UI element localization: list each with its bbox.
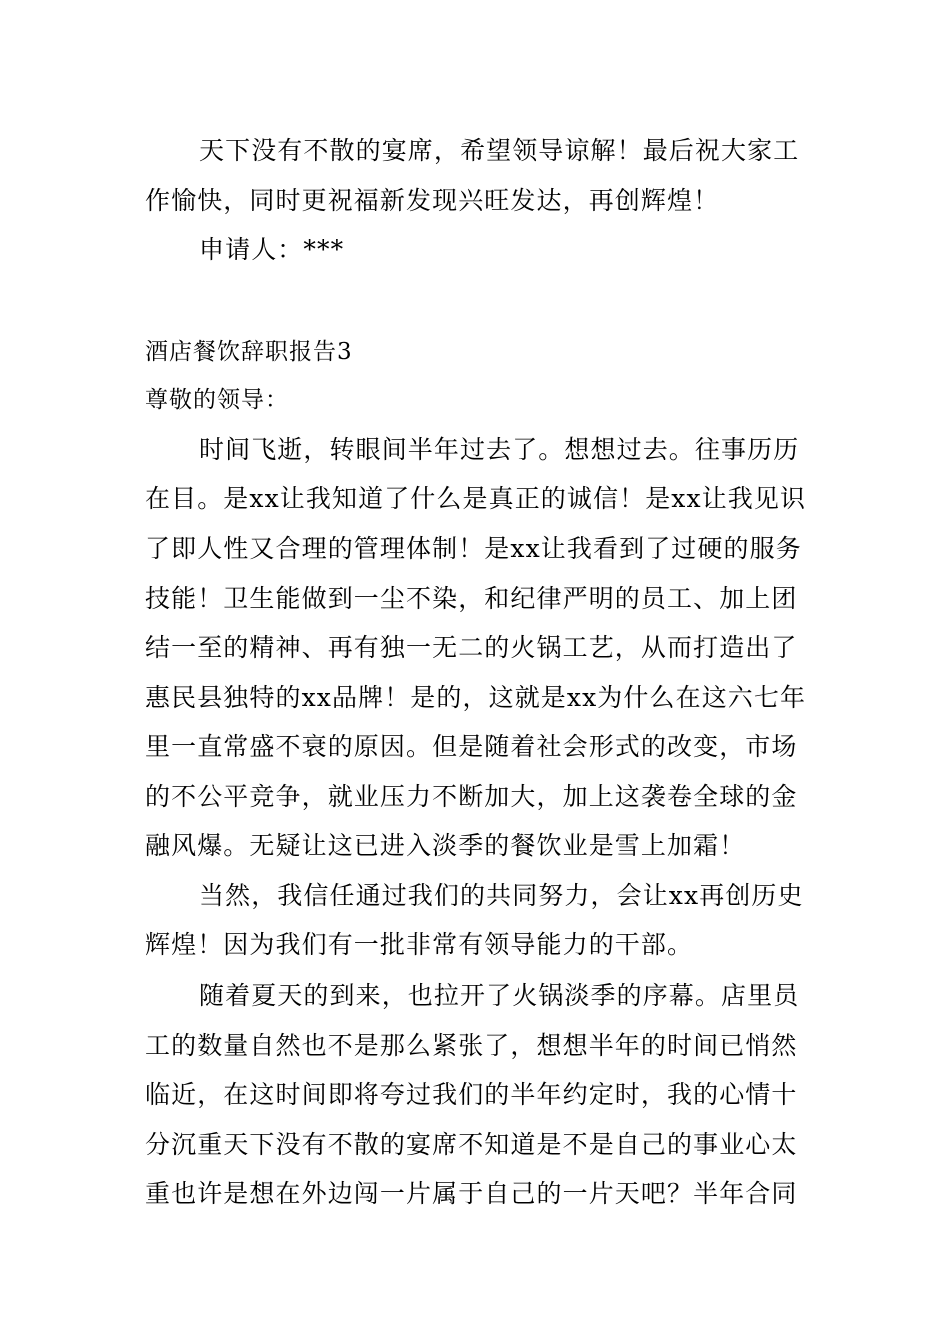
paragraph-3-line: 随着夏天的到来，也拉开了火锅淡季的序幕。店里员 <box>199 981 800 1010</box>
paragraph-1-line: 技能！卫生能做到一尘不染，和纪律严明的员工、加上团 <box>145 584 798 613</box>
paragraph-1-line: 惠民县独特的xx品牌！是的，这就是xx为什么在这六七年 <box>145 683 807 712</box>
paragraph-3-line: 临近，在这时间即将夸过我们的半年约定时，我的心情十 <box>145 1080 798 1109</box>
paragraph-1-line: 结一至的精神、再有独一无二的火锅工艺，从而打造出了 <box>145 633 798 662</box>
paragraph-1-line: 里一直常盛不衰的原因。但是随着社会形式的改变，市场 <box>145 732 798 761</box>
salutation: 尊敬的领导： <box>145 387 289 413</box>
paragraph-3-line: 分沉重天下没有不散的宴席不知道是不是自己的事业心太 <box>145 1130 798 1159</box>
paragraph-1-line: 融风爆。无疑让这已进入淡季的餐饮业是雪上加霜！ <box>145 831 746 860</box>
paragraph-2-line: 当然，我信任通过我们的共同努力，会让xx再创历史 <box>199 881 804 910</box>
paragraph-1-line: 了即人性又合理的管理体制！是xx让我看到了过硬的服务 <box>145 534 802 563</box>
closing-paragraph-line: 天下没有不散的宴席，希望领导谅解！最后祝大家工 <box>199 136 800 165</box>
paragraph-1-line: 的不公平竞争，就业压力不断加大，加上这袭卷全球的金 <box>145 782 798 811</box>
paragraph-1-line: 在目。是xx让我知道了什么是真正的诚信！是xx让我见识 <box>145 484 807 513</box>
closing-paragraph-line: 作愉快，同时更祝福新发现兴旺发达，再创辉煌！ <box>145 186 720 215</box>
paragraph-2-line: 辉煌！因为我们有一批非常有领导能力的干部。 <box>145 930 694 959</box>
paragraph-1-line: 时间飞逝，转眼间半年过去了。想想过去。往事历历 <box>199 435 800 464</box>
applicant-signature: 申请人：*** <box>199 235 345 264</box>
paragraph-3-line: 重也许是想在外边闯一片属于自己的一片天吧？半年合同 <box>145 1179 798 1208</box>
section-title: 酒店餐饮辞职报告3 <box>145 339 353 365</box>
paragraph-3-line: 工的数量自然也不是那么紧张了，想想半年的时间已悄然 <box>145 1031 798 1060</box>
